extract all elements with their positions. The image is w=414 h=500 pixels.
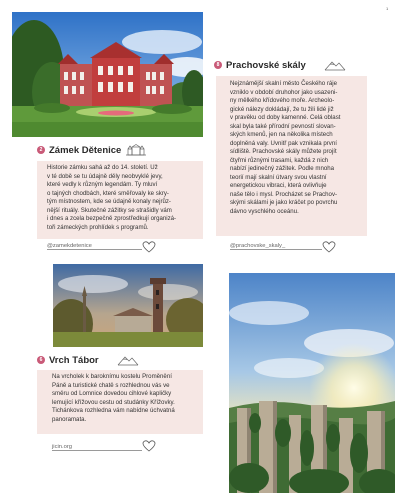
text-line: lemující křížovou cestu od studánky Křížovky. bbox=[52, 398, 175, 406]
text-line: naše tělo i mysl. Procházet se Prachov- bbox=[230, 190, 338, 198]
text-line: i dnes a zcela bezpečně zprostředkují organizá- bbox=[47, 215, 177, 222]
text-line: které vedly k různým legendám. Ty mluví bbox=[47, 181, 158, 188]
text-line: Páně a turistické chatě s rozhlednou vás ve bbox=[52, 381, 170, 389]
text-line: vzniklo v období druhohor jako usazeni- bbox=[230, 88, 338, 96]
text-line: v pravěku od doby kamenné. Celá oblast bbox=[230, 114, 341, 121]
heart-icon bbox=[142, 241, 156, 253]
section-number-badge: 6 bbox=[37, 356, 45, 364]
text-line: dávno vyschlého oceánu. bbox=[230, 207, 299, 215]
mountain-icon bbox=[117, 354, 139, 366]
vrch-title: Vrch Tábor bbox=[49, 354, 99, 366]
divider-line bbox=[52, 450, 142, 451]
vrch-handle: jicin.org bbox=[52, 444, 72, 450]
text-line: skými skálami je jako kráčet po povrchu bbox=[230, 199, 338, 206]
text-line: Tichánkova rozhledna vám nabídne úchvatná bbox=[52, 407, 175, 414]
prachov-text bbox=[216, 76, 367, 216]
divider-line bbox=[230, 249, 322, 250]
vrch-heading bbox=[37, 354, 139, 366]
vrch-text-box bbox=[37, 370, 203, 434]
text-line: o tajných chodbách, které směřovaly ke skry- bbox=[47, 189, 169, 197]
page-number: 1 bbox=[386, 6, 389, 11]
text-line: tým místnostem, kde se údajně konaly nejrůz- bbox=[47, 198, 171, 205]
text-line: teorií mají skalní útvary svou vlastní bbox=[230, 173, 327, 181]
text-line: Na vrcholek k baroknímu kostelu Proměnění bbox=[52, 373, 172, 380]
prachov-text-box bbox=[216, 76, 367, 236]
prachov-handle: @prachovske_skaly_ bbox=[230, 243, 286, 249]
text-line: Nejznámější skalní město Českého ráje bbox=[230, 80, 338, 87]
section-number-badge: 8 bbox=[214, 61, 222, 69]
text-line: v té době se tu údajně děly neobvyklé jevy, bbox=[47, 172, 163, 180]
zamek-text-box bbox=[37, 161, 203, 239]
text-line: toři zámeckých prohlídek s programů. bbox=[47, 223, 149, 231]
text-line: energetickou vibraci, která ovlivňuje bbox=[230, 182, 327, 189]
mountain-icon bbox=[324, 59, 346, 71]
text-line: nabízí jedinečný zážitek. Podle mnoha bbox=[230, 165, 334, 172]
text-line: směru od Lomnice dovedou cihlové kapličky bbox=[52, 390, 172, 397]
heart-icon bbox=[322, 241, 336, 253]
text-line: nější rituály. Skutečné zážitky se strašidly vám bbox=[47, 206, 172, 214]
text-line: sídliště. Prachovské skály můžete projít bbox=[230, 148, 337, 155]
tabor-photo bbox=[53, 264, 203, 347]
vrch-text bbox=[37, 370, 203, 424]
text-line: gické nálezy dokládají, že tu žili lidé již bbox=[230, 105, 334, 113]
text-line: doplněná valy. Uvnitř pak vznikala první bbox=[230, 139, 337, 147]
prachov-heading bbox=[214, 59, 346, 71]
rocks-photo bbox=[229, 273, 395, 493]
castle-photo bbox=[12, 12, 203, 137]
prachov-title: Prachovské skály bbox=[226, 59, 306, 71]
divider-line bbox=[47, 249, 142, 250]
zamek-title: Zámek Dětenice bbox=[49, 144, 122, 156]
zamek-text bbox=[37, 161, 203, 232]
zamek-heading bbox=[37, 144, 147, 156]
text-line: ských kmenů, jen na několika místech bbox=[230, 131, 333, 138]
text-line: panoramata. bbox=[52, 415, 87, 423]
text-line: Historie zámku sahá až do 14. století. Už bbox=[47, 164, 158, 171]
heart-icon bbox=[142, 440, 156, 452]
zamek-handle: @zamekdetenice bbox=[47, 243, 92, 249]
text-line: čtyřmi různými trasami, každá z nich bbox=[230, 156, 329, 164]
text-line: ny mělkého křídového moře. Archeolo- bbox=[230, 97, 335, 104]
section-number-badge: 2 bbox=[37, 146, 45, 154]
castle-icon bbox=[125, 144, 147, 156]
text-line: skal byla také přírodní pevností slovan- bbox=[230, 122, 336, 130]
